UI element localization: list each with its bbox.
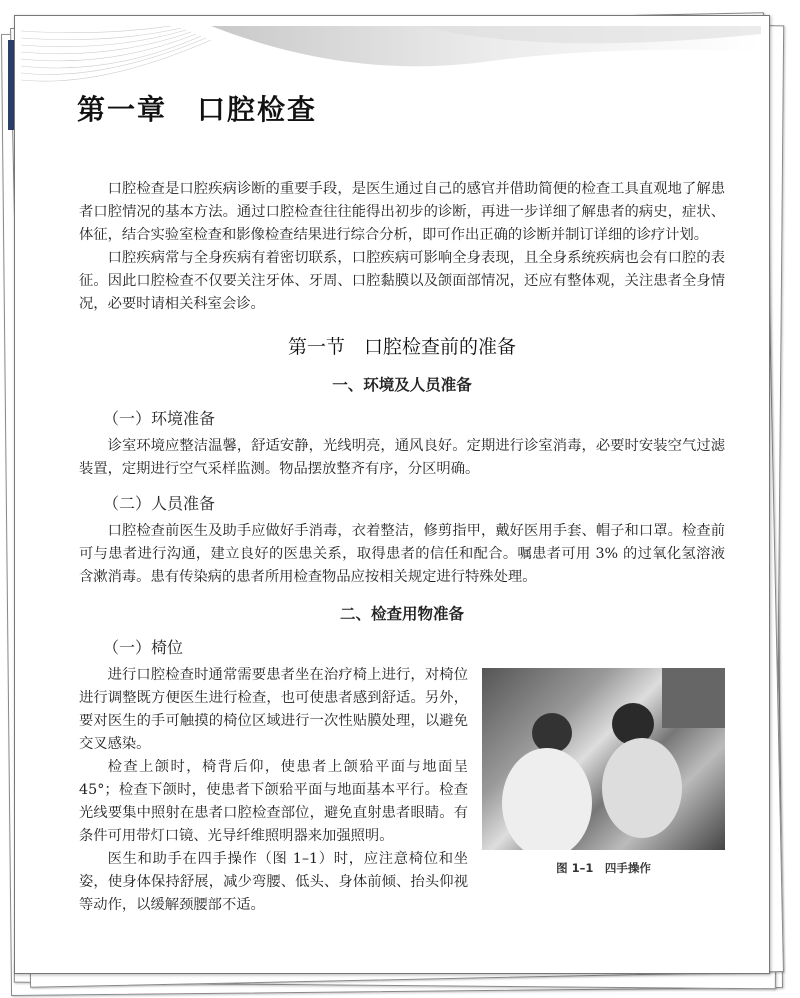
header-wave-decoration: [21, 26, 761, 96]
intro-paragraph: 口腔检查是口腔疾病诊断的重要手段，是医生通过自己的感官并借助简便的检查工具直观地了解患者口腔情况的基本方法。通过口腔检查往往能得出初步的诊断，再进一步详细了解患者的病史，症状、体征，结合实验室检查和影像检查结果进行综合分析，即可作出正确的诊断并制订详细的诊疗计划。: [79, 181, 725, 243]
page-body: [79, 178, 725, 917]
chair-paragraph: 进行口腔检查时通常需要患者坐在治疗椅上进行，对椅位进行调整既方便医生进行检查，也可使患者感到舒适。另外，要对医生的手可触摸的椅位区域进行一次性贴膜处理，以避免交叉感染。: [79, 667, 468, 752]
figure: [482, 668, 725, 876]
figure-caption: 图 1–1 四手操作: [556, 861, 651, 875]
four-hand-operation-photo: [482, 668, 725, 850]
chair-paragraph: 检查上颌时，椅背后仰，使患者上颌𬌗平面与地面呈 45°；检查下颌时，使患者下颌𬌗平面与地面基本平行。检查光线要集中照射在患者口腔检查部位，避免直射患者眼睛。有条件可用带灯口镜、光导纤维照明器来加强照明。: [79, 759, 468, 844]
chapter-title: 第一章 口腔检查: [77, 93, 318, 126]
document-page: [14, 15, 770, 974]
subsection-title: 一、环境及人员准备: [332, 376, 472, 394]
section-title: 第一节 口腔检查前的准备: [287, 336, 516, 358]
environment-paragraph: 诊室环境应整洁温馨，舒适安静，光线明亮，通风良好。定期进行诊室消毒，必要时安装空气过滤装置，定期进行空气采样监测。物品摆放整齐有序，分区明确。: [79, 438, 725, 477]
heading-staff: （二）人员准备: [103, 494, 216, 513]
subsection-title: 二、检查用物准备: [339, 605, 464, 623]
chair-paragraph: 医生和助手在四手操作（图 1–1）时，应注意椅位和坐姿，使身体保持舒展，减少弯腰、低头、身体前倾、抬头仰视等动作，以缓解颈腰部不适。: [79, 851, 468, 913]
heading-environment: （一）环境准备: [103, 409, 216, 428]
staff-paragraph: 口腔检查前医生及助手应做好手消毒，衣着整洁，修剪指甲，戴好医用手套、帽子和口罩。检查前可与患者进行沟通，建立良好的医患关系，取得患者的信任和配合。嘱患者可用 3% 的过氧化氢溶液含漱消毒。患有传染病的患者所用检查物品应按相关规定进行特殊处理。: [79, 523, 725, 585]
heading-chair: （一）椅位: [103, 638, 184, 657]
intro-paragraph: 口腔疾病常与全身疾病有着密切联系，口腔疾病可影响全身表现，且全身系统疾病也会有口腔的表征。因此口腔检查不仅要关注牙体、牙周、口腔黏膜以及颌面部情况，还应有整体观，关注患者全身情况，必要时请相关科室会诊。: [79, 250, 725, 312]
